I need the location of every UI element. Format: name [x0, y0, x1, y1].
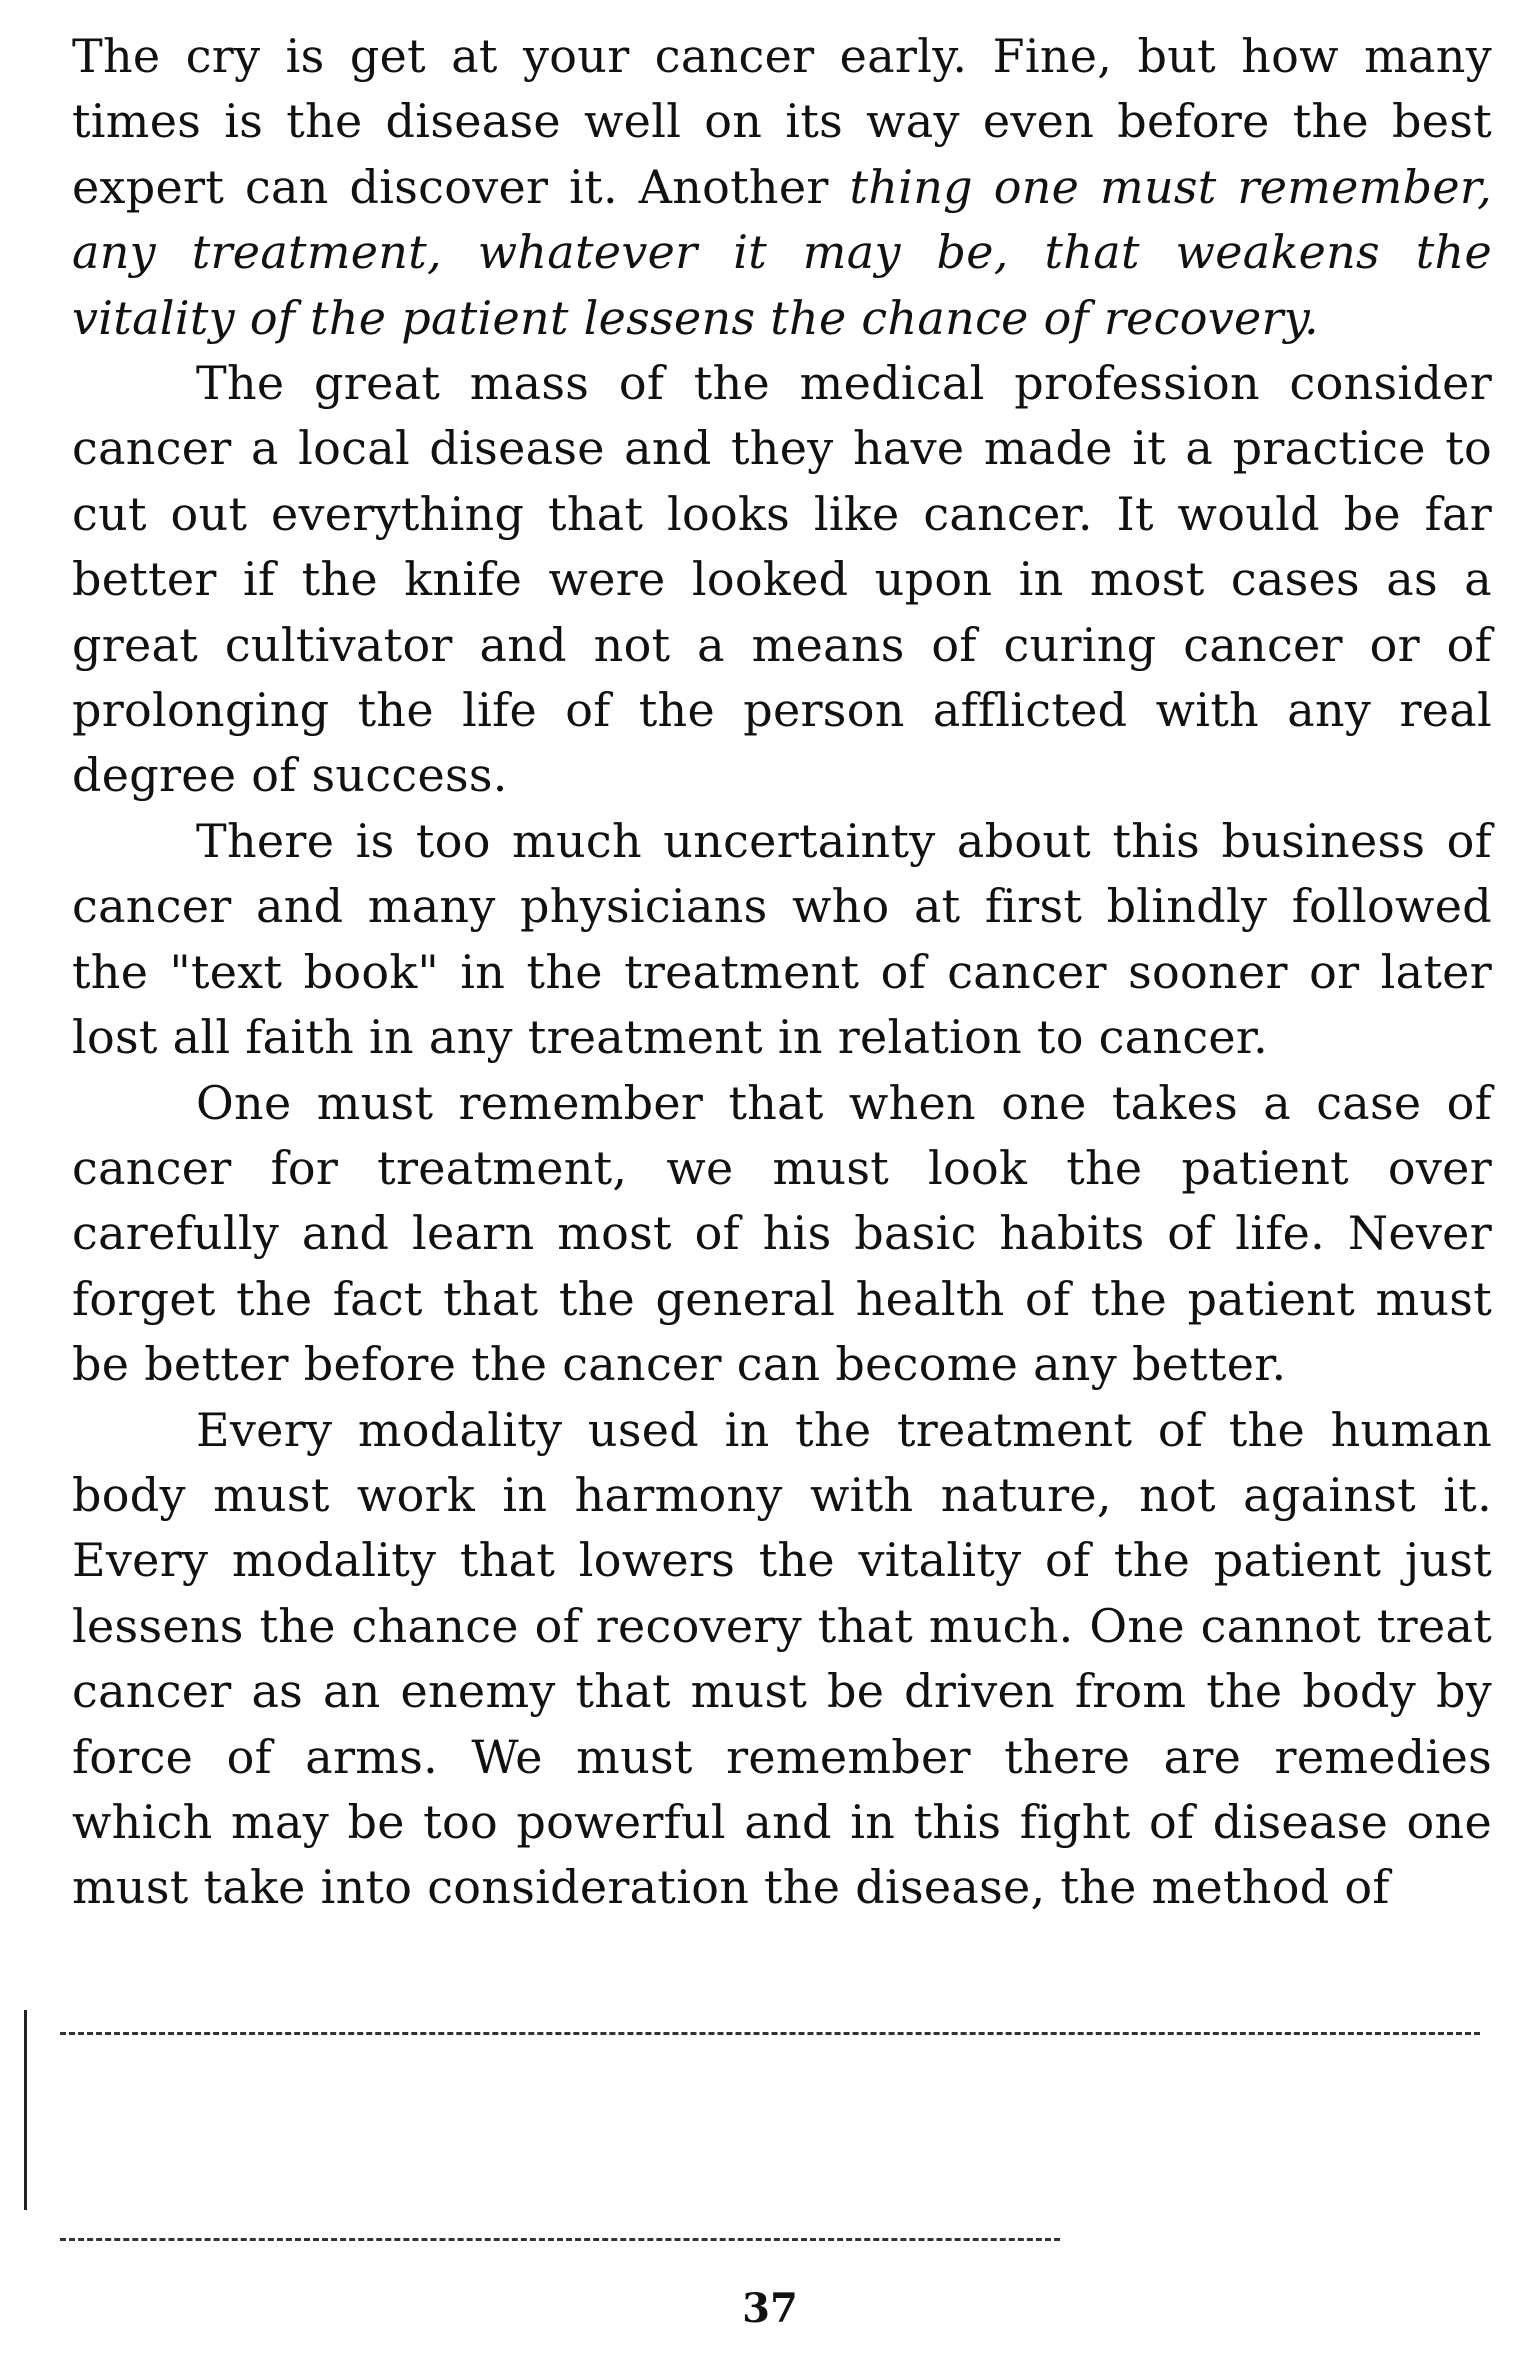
paragraph-3-text: There is too much uncertainty about this business of cancer and many physicians who at first blindly followed the "text book" in the treatment of cancer sooner or later lost all faith in any treatment in relation to cancer.: [72, 813, 1492, 1065]
paragraph-2: [72, 351, 1492, 809]
page-body: [72, 24, 1492, 2274]
margin-bracket-mark: [24, 2010, 33, 2210]
paragraph-5-text: Every modality used in the treatment of the human body must work in harmony with nature, not against it. Every modality that lowers the vitality of the patient just lessens the chance of recovery that much. One cannot treat cancer as an enemy that must be driven from the body by force of arms. We must remember there are remedies which may be too powerful and in this fight of disease one must take into consideration the disease, the method of: [72, 1402, 1492, 1915]
paragraph-4: [72, 1071, 1492, 1398]
paragraph-2-text: The great mass of the medical profession consider cancer a local disease and they have made it a practice to cut out everything that looks like cancer. It would be far better if the knife were looked upon in most cases as a great cultivator and not a means of curing cancer or of prolonging the life of the person afflicted with any real degree of success.: [72, 356, 1492, 803]
paragraph-5: [72, 1398, 1492, 1921]
paragraph-1-italic-text: thing one must remember, any treatment, whatever it may be, that weakens the vitality of the patient lessens the chance of recovery.: [72, 159, 1492, 345]
handwritten-underline-mark: [60, 2032, 1480, 2035]
paragraph-4-text: One must remember that when one takes a case of cancer for treatment, we must look the patient over carefully and learn most of his basic habits of life. Never forget the fact that the general health of the patient must be better before the cancer can become any better.: [72, 1075, 1492, 1392]
paragraph-1-text: The cry is get at your cancer early. Fine, but how many times is the disease well on its way even before the best expert can discover it. Another: [72, 29, 1492, 214]
paragraph-3: [72, 809, 1492, 1071]
handwritten-dashed-line-mark: [60, 2238, 1060, 2241]
paragraph-1: [72, 24, 1492, 351]
page-number: 37: [742, 2285, 798, 2332]
